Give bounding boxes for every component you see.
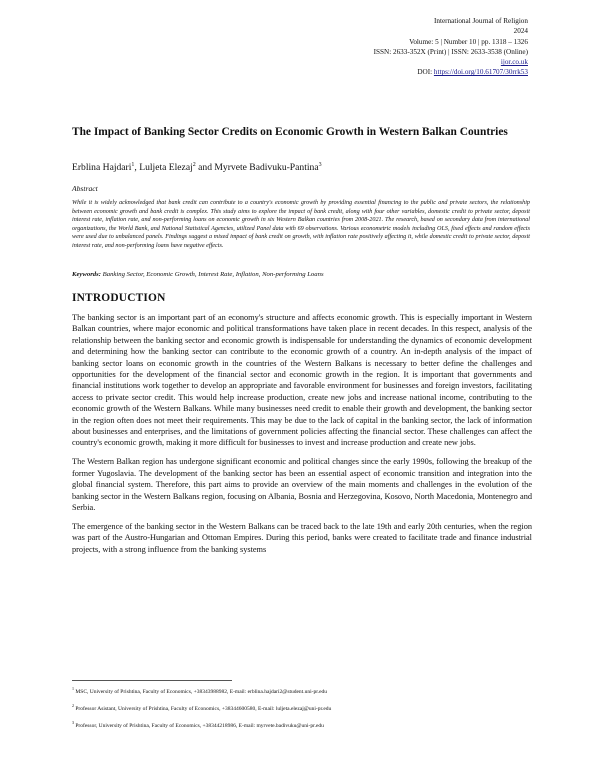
footnote-text: Professor, University of Prishtina, Faculty of Economics, +38344218986, E-mail: myrvete.badivuku@uni-pr.edu (74, 722, 324, 729)
keywords-line (72, 271, 532, 278)
footnote (72, 702, 532, 713)
keywords-text: Banking Sector, Economic Growth, Interest Rate, Inflation, Non-performing Loans (100, 271, 324, 278)
volume-line: Volume: 5 | Number 10 | pp. 1318 – 1326 (409, 37, 528, 46)
introduction-body (72, 312, 532, 563)
issn-line: ISSN: 2633-352X (Print) | ISSN: 2633-3538 (Online) (373, 47, 528, 56)
section-heading-introduction: INTRODUCTION (72, 292, 166, 304)
footnote (72, 719, 532, 730)
doi-link[interactable]: https://doi.org/10.61707/30rrk53 (433, 68, 528, 77)
body-paragraph: The emergence of the banking sector in the Western Balkans can be traced back to the late 19th and early 20th centuries, when the region was part of the Austro-Hungarian and Ottoman Empires. During this period, banks were created to facilitate trade and finance industrial projects, with a strong influence from the banking systems (72, 521, 532, 554)
footnote (72, 685, 532, 696)
author-footnote-mark: 3 (318, 162, 322, 168)
author-name: Erblina Hajdari (72, 162, 132, 174)
body-paragraph: The banking sector is an important part of an economy's structure and affects economic growth. This is especially important in Western Balkan countries, where major economic and political transformations have taken place in recent decades. In this respect, analysis of the relationship between the banking sector and economic growth is indispensable for understanding the dynamics of economic development and determining how the banking sector can contribute to the economic growth of a country. An in-depth analysis of the impact of banking sector loans on economic growth in the countries of the Western Balkans is necessary to better define the challenges and opportunities for the development of the financial sector and economic growth in the region. It is important that governments and financial institutions work together to develop an appropriate and favorable environment for businesses and foreign investors, facilitating access to private sector credit. This would help increase production, create new jobs and increase national income, contributing to the economic growth of the Western Balkans. While many businesses need credit to enable their growth and development, the banking sector in the region often does not meet their requirements. This may be due to the lack of capital in the banking sector, the lack of information about businesses and enterprises, and the limitations of government policies affecting the financial sector. These challenges can affect the country's economic growth, making it more difficult for businesses to invest and increase production and create new jobs. (72, 313, 532, 448)
footnote-text: Professor Asistant, University of Prishtina, Faculty of Economics, +38344600580, E-mail: luljeta.elezaj@uni-pr.edu (74, 705, 332, 712)
footnote-divider (72, 680, 232, 681)
journal-name: International Journal of Religion (433, 17, 528, 25)
author-separator: and (195, 162, 215, 174)
article-title: The Impact of Banking Sector Credits on Economic Growth in Western Balkan Countries (72, 126, 508, 138)
website-link[interactable]: ijor.co.uk (500, 58, 528, 67)
body-paragraph: The Western Balkan region has undergone significant economic and political changes since the early 1990s, following the breakup of the former Yugoslavia. The development of the banking sector has been an essential aspect of economic transition and integration into the global financial system. Therefore, this part aims to provide an overview of the main moments and challenges in the evolution of the banking sector in the Western Balkans region, focusing on Albania, Bosnia and Herzegovina, Kosovo, North Macedonia, Montenegro and Serbia. (72, 457, 532, 512)
journal-year: 2024 (513, 27, 528, 36)
abstract-heading: Abstract (72, 184, 98, 193)
author-footnote-mark: 2 (192, 162, 196, 168)
author-list (72, 162, 322, 173)
keywords-label: Keywords: (72, 271, 101, 278)
abstract-text: While it is widely acknowledged that bank credit can contribute to a country's economic growth by providing essential financing to the public and private sectors, the relationship between economic growth and bank credit is complex. This study aims to explore the impact of bank credit, along with four other variables, domestic credit to private sector, deposit interest rate, inflation rate, and non-performing loans on economic growth in six Western Balkan countries from 2008-2021. The research, based on secondary data from international organizations, the World Bank, and National Statistical Agencies, utilized Panel data with 69 observations. Various econometric models including OLS, fixed effects and random effects were used due to unbalanced panels. Findings suggest a mixed impact of bank credit on growth, with inflation rate positively affecting it, while domestic credit to private sector, deposit interest rate, and non-performing loans have negative effects. (72, 200, 530, 249)
author-footnote-mark: 1 (131, 162, 135, 168)
author-separator: , (134, 162, 140, 174)
footnote-text: MSC, University of Prishtina, Faculty of Economics, +38343988982, E-mail: erblina.hajdari2@student.uni-pr.edu (74, 688, 328, 695)
footnotes (72, 685, 532, 736)
author-name: Myrvete Badivuku-Pantina (214, 162, 319, 174)
author-name: Luljeta Elezaj (139, 162, 193, 174)
footnote-mark: 1 (72, 686, 74, 691)
doi-label: DOI: (417, 68, 434, 77)
doi-line (268, 67, 528, 77)
footnote-mark: 3 (72, 720, 74, 726)
journal-header (268, 16, 528, 78)
footnote-mark: 2 (72, 703, 74, 709)
